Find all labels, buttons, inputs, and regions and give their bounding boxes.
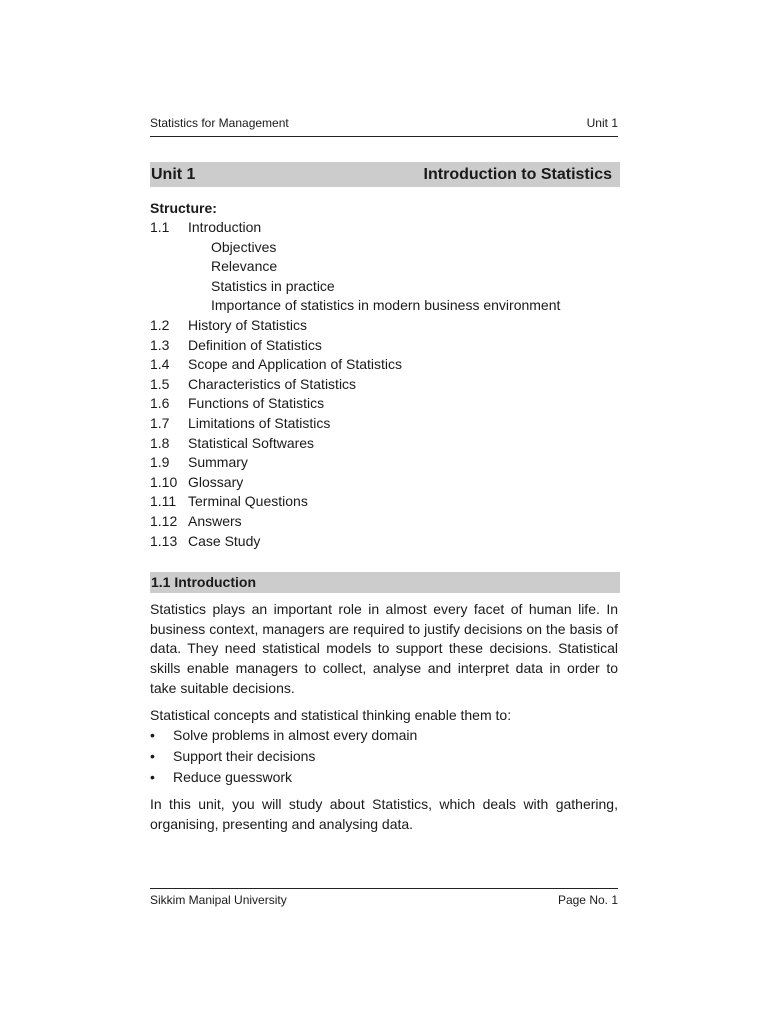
structure-item-label: Glossary [188,473,244,490]
list-item: • Solve problems in almost every domain [150,725,618,746]
structure-item-number: 1.7 [150,414,170,431]
unit-title-banner [150,162,620,187]
bullet-icon: • [150,769,155,785]
structure-item-label: Terminal Questions [188,493,308,510]
unit-title: Introduction to Statistics [423,165,612,183]
structure-item [150,414,620,434]
structure-item [150,473,620,493]
structure-item-label: Statistical Softwares [188,434,315,451]
bullet-list [150,725,618,788]
document-page [150,0,620,1024]
bullet-icon: • [150,748,155,764]
structure-items [150,218,620,551]
structure-item-number: 1.2 [150,316,170,333]
structure-item [150,492,620,512]
structure-title: Structure: [150,200,217,216]
list-item: • Reduce guesswork [150,767,618,788]
structure-item [150,375,620,395]
footer-university: Sikkim Manipal University [150,893,287,907]
structure-item-number: 1.4 [150,356,170,373]
structure-item-label: Characteristics of Statistics [188,375,357,392]
structure-item-label: Answers [188,512,242,529]
intro-paragraph-2: Statistical concepts and statistical thinking enable them to: [150,707,512,723]
structure-item [150,336,620,356]
structure-item [150,218,620,238]
structure-item [150,316,620,336]
structure-list [150,198,620,551]
structure-item [150,394,620,414]
running-footer [150,888,618,907]
structure-item [150,257,620,277]
structure-item [150,296,620,316]
intro-paragraph-3: In this unit, you will study about Statistics, which deals with gathering, organising, presenting and analysing data. [150,796,618,832]
structure-item-label: Introduction [188,219,262,235]
structure-item [150,355,620,375]
header-course-title: Statistics for Management [150,116,289,130]
structure-item [150,238,620,258]
footer-page-number: Page No. 1 [557,893,618,907]
structure-subitem-label: Relevance [211,258,278,275]
structure-item [150,453,620,473]
structure-item [150,532,620,552]
running-header [150,116,618,137]
bullet-icon: • [150,727,155,743]
unit-number: Unit 1 [151,165,196,183]
structure-item-number: 1.11 [150,493,177,510]
structure-item-number: 1.1 [150,219,170,235]
structure-item [150,434,620,454]
structure-item [150,277,620,297]
intro-paragraph-1: Statistics plays an important role in almost every facet of human life. In business context, managers are required to justify decisions on the basis of data. They need statistical models to support these decisions. Statistical skills enable managers to collect, analyse and interpret data in order to take suitable decisions. [150,601,618,696]
structure-item-number: 1.6 [150,395,170,412]
section-heading: 1.1 Introduction [150,572,620,593]
structure-item-number: 1.9 [150,454,170,471]
structure-item-label: History of Statistics [188,316,308,333]
structure-item-number: 1.13 [150,532,178,549]
structure-item [150,512,620,532]
structure-item-number: 1.12 [150,512,178,529]
structure-item-label: Limitations of Statistics [188,414,331,431]
structure-item-label: Functions of Statistics [188,395,325,412]
structure-subitem-label: Importance of statistics in modern business environment [211,297,561,314]
structure-item-number: 1.3 [150,336,170,353]
list-item: • Support their decisions [150,746,618,767]
structure-item-label: Case Study [188,532,261,549]
structure-item-number: 1.5 [150,375,170,392]
header-unit-label: Unit 1 [586,116,618,130]
structure-item-number: 1.8 [150,434,170,451]
structure-subitem-label: Objectives [211,238,277,255]
structure-item-label: Summary [188,454,248,471]
structure-item-label: Scope and Application of Statistics [188,356,403,373]
structure-item-number: 1.10 [150,473,178,490]
structure-subitem-label: Statistics in practice [211,277,335,294]
structure-item-label: Definition of Statistics [188,336,322,353]
